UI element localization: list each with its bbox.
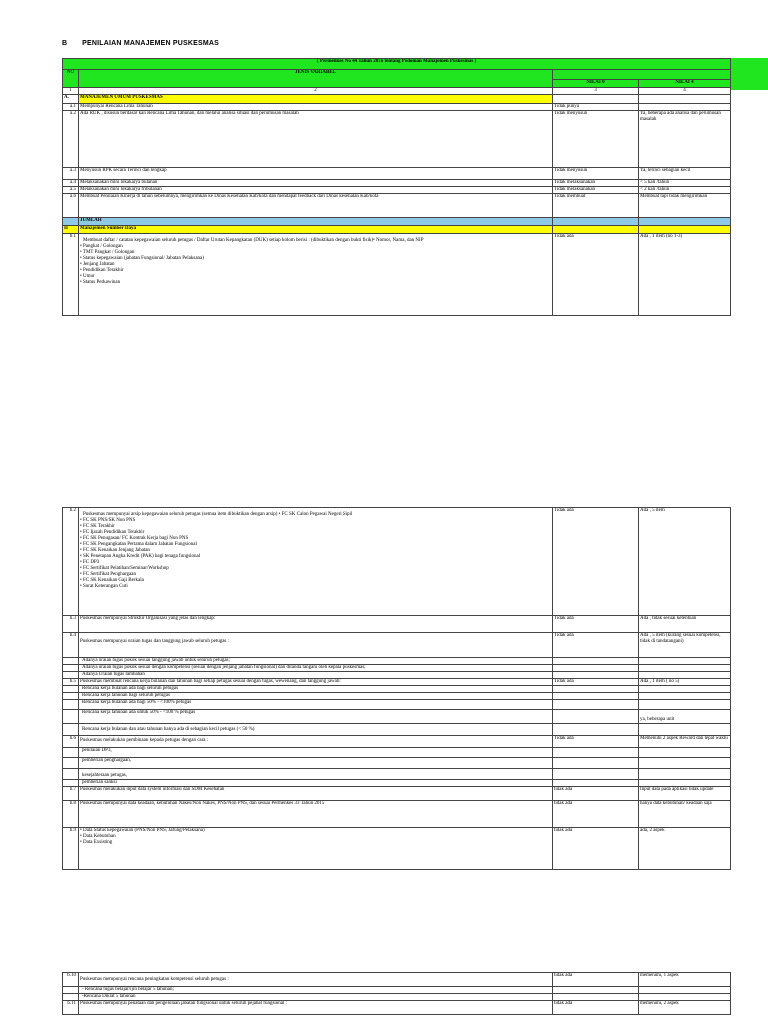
empty-cell: [639, 693, 731, 700]
empty-cell: [63, 693, 79, 700]
empty-cell: [639, 218, 731, 226]
row-nilai4: hanya data kebutuhan/ keadaan saja: [639, 801, 731, 828]
sub-row: [63, 780, 731, 787]
row-description: Membuat Penilaian Kinerja di tahun sebelumnya, mengirimkan ke Dinas Kesehatan Kab/kota dan mendapat feedback dari Dinas kesehatan Kab/kota: [79, 194, 553, 218]
table-row: [63, 679, 731, 686]
row-nilai0: Tidak ada: [553, 508, 639, 616]
row-nilai4: memenuhi, 1 aspek: [639, 973, 731, 987]
row-nilai0: Tidak ada: [553, 736, 639, 748]
empty-cell: [553, 693, 639, 700]
sub-row: [63, 994, 731, 1001]
row-number: b.6: [63, 736, 79, 748]
empty-cell: [553, 748, 639, 758]
list-item: • SK Penetapan Angka Kredit (PAK) bagi tenaga fungsional: [80, 554, 201, 559]
section-b-row: [63, 226, 731, 234]
row-description: Menyusun RPK secara Terinci dan lengkap: [79, 168, 553, 180]
section-heading: [62, 40, 219, 47]
sub-row: [63, 758, 731, 769]
list-item: • Data Kebutuhan: [80, 834, 116, 839]
empty-cell: [63, 686, 79, 693]
row-description: [79, 234, 553, 316]
row-nilai4: Ada , 5 item (kurang sesuai kompetensi, tidak di tandatangani): [639, 633, 731, 658]
sub-row: [63, 700, 731, 710]
row-nilai4: Ada , 1 item ( no 5): [639, 679, 731, 686]
row-nilai0: Tidak menyusun: [553, 111, 639, 168]
list-item: • TMT Pangkat / Golongan: [80, 250, 135, 255]
col-jenis-header: JENIS VARIABEL: [79, 70, 553, 88]
list-item: • FC SK Terakhir: [80, 524, 115, 529]
empty-cell: [553, 218, 639, 226]
row-description: Mempunyai Rencana Lima Tahunan: [79, 104, 553, 111]
row-nilai4: Memenuhi 2 aspek Reward dan tepat waktu: [639, 736, 731, 748]
table-row: [63, 801, 731, 828]
empty-cell: [639, 758, 731, 769]
b2-intro: Puskesmas mempunyai arsip kepegawaian seluruh petugas (semua item dibuktikan dengan arsip) • FC SK Calon Pegawai Negeri Sipil: [83, 512, 353, 517]
list-item: • Data Status kepegawaian (PNS/Non PNS, Jafung/Pelaksana): [80, 828, 205, 833]
row-nilai0: tidak ada: [553, 828, 639, 870]
section-title: PENILAIAN MANAJEMEN PUSKESMAS: [82, 40, 220, 47]
list-item: • FC SK Kenaikan Jenjang Jabatan: [80, 548, 150, 553]
empty-cell: [63, 780, 79, 787]
empty-cell: [553, 226, 639, 234]
index-row: [63, 88, 731, 95]
row-nilai0: Tidak menyusun: [553, 168, 639, 180]
assessment-table-page2: [62, 507, 731, 870]
sub-description: Adanya Uraian tugas tambahan: [79, 672, 553, 679]
b6-desc: Puskesmas melakukan pembinaan kepada petugas dengan cara :: [80, 738, 209, 743]
sub-row: [63, 987, 731, 994]
index-cell: 4: [639, 88, 731, 95]
assessment-table-page1: [62, 58, 731, 316]
table-row: [63, 973, 731, 987]
empty-cell: [639, 994, 731, 1001]
list-item: • Pendidikan Terakhir: [80, 268, 124, 273]
row-number: b.5: [63, 679, 79, 686]
jumlah-row: [63, 218, 731, 226]
row-description: [79, 973, 553, 987]
sub-row: [63, 724, 731, 736]
empty-cell: [553, 710, 639, 724]
table-row: [63, 508, 731, 616]
table-row: [63, 104, 731, 111]
empty-cell: [63, 758, 79, 769]
section-a-number: A.: [63, 95, 79, 104]
sub-description: Rencana kerja bulanan dan atau tahunan hanya ada di sebagian kecil petugas (< 50 %): [79, 724, 553, 736]
row-number: b.9: [63, 828, 79, 870]
empty-cell: [553, 987, 639, 994]
empty-cell: [63, 769, 79, 780]
row-nilai0: Tidak ada: [553, 679, 639, 686]
table-row: [63, 194, 731, 218]
empty-cell: [553, 665, 639, 672]
sub-description: Adanya uraian tugas pokok sesuai tanggung jawab untuk seluruh petugas;: [79, 658, 553, 665]
row-number: a.4: [63, 180, 79, 187]
col-nilai4-header: NILAI 4: [639, 80, 731, 88]
table-row: [63, 828, 731, 870]
empty-cell: [553, 700, 639, 710]
list-item: • FC Ijazah Pendidikan Terakhir: [80, 530, 145, 535]
row-description: [79, 736, 553, 748]
empty-cell: [639, 724, 731, 736]
empty-cell: [639, 658, 731, 665]
section-b-number: II: [63, 226, 79, 234]
section-a-row: [63, 95, 731, 104]
index-cell: 1: [63, 88, 79, 95]
row-nilai0: tidak ada: [553, 973, 639, 987]
table-row: [63, 180, 731, 187]
empty-cell: [639, 780, 731, 787]
sub-row: [63, 693, 731, 700]
empty-cell: [553, 658, 639, 665]
sub-description: Rencana kerja tahunan bagi seluruh petugas: [79, 693, 553, 700]
list-item: • FC Sertifikat Pelatihan/Seminar/Workshop: [80, 566, 169, 571]
list-item: • FC SK Penugasan/ FC Kontrak Kerja bagi Non PNS: [80, 536, 189, 541]
row-number: b.2: [63, 508, 79, 616]
list-item: • Data Exsisting: [80, 840, 113, 845]
sub-row: [63, 658, 731, 665]
section-a-title: MANAJEMEN UMUM PUSKESMAS: [79, 95, 553, 104]
sub-description: Rencana kerja bulanan ada bagi seluruh petugas: [79, 686, 553, 693]
row-description: Puskesmas mempunyai data keadaan, kebutuhan Nakes/Non Nakes, PNS/Non PNS, dan sesuai Permenkes 33 Tahun 2015: [79, 801, 553, 828]
regulation-banner: ( Permenkes No 44 Tahun 2016 tentang Pedoman Manajemen Puskesmas ): [63, 59, 731, 70]
empty-cell: [639, 748, 731, 758]
row-nilai4: Membuat tapi tidak mengirimkan: [639, 194, 731, 218]
row-nilai0: Tidak ada: [553, 234, 639, 316]
empty-cell: [639, 686, 731, 693]
jumlah-label: JUMLAH: [79, 218, 553, 226]
row-nilai4: Ya, terinci sebagian kecil: [639, 168, 731, 180]
row-number: b.10: [63, 973, 79, 987]
row-number: b.7: [63, 787, 79, 801]
row-nilai0: Tidak ada: [553, 633, 639, 658]
row-description: Puskesmas mempunyai Struktur Organisasi yang jelas dan lengkap:: [79, 616, 553, 633]
col-nilai0-header: NILAI 0: [553, 80, 639, 88]
row-nilai4: < 2 kali /tahun: [639, 187, 731, 194]
empty-cell: [639, 226, 731, 234]
list-item: • FC SK Kenaikan Gaji Berkala: [80, 578, 144, 583]
col-no-header: NO: [63, 70, 79, 88]
green-marker: [730, 58, 768, 90]
row-description: Puskesmas membuat rencana kerja bulanan dan tahunan bagi setiap petugas sesuai dengan tugas, wewenang, dan tanggung jawab:: [79, 679, 553, 686]
list-item: • Surat Keterangan Cuti: [80, 584, 128, 589]
row-nilai4: Ada , tidak sesuai ketentuan: [639, 616, 731, 633]
empty-cell: [63, 665, 79, 672]
empty-cell: [553, 758, 639, 769]
row-nilai0: Tidak melaksanakan: [553, 187, 639, 194]
empty-cell: [639, 665, 731, 672]
list-item: • FC SK PNS/SK Non PNS: [80, 518, 136, 523]
row-nilai0: Tidak membuat: [553, 194, 639, 218]
sub-description: penilaian DP3,: [79, 748, 553, 758]
empty-cell: [553, 780, 639, 787]
empty-cell: [63, 710, 79, 724]
table-row: [63, 168, 731, 180]
row-nilai4: [639, 104, 731, 111]
empty-cell: [639, 95, 731, 104]
row-description: [79, 828, 553, 870]
empty-cell: [63, 748, 79, 758]
empty-cell: [639, 769, 731, 780]
row-nilai0: tidak ada: [553, 787, 639, 801]
sub-description: Adanya uraian tugas pokok sesuai dengan kompetensi (sesuai dengan jenjang jabatan fungsional) dan ditanda tangani oleh kepala puskesmas;: [79, 665, 553, 672]
table-row: [63, 111, 731, 168]
list-item: • FC Sertifikat Penghargaan: [80, 572, 136, 577]
row-number: b.4: [63, 633, 79, 658]
row-nilai0: Tidak punya: [553, 104, 639, 111]
row-description: Puskesmas melakukan input data system informasi dan SDM Kesehatan: [79, 787, 553, 801]
row-description: Melaksanakan mini lokakarya bulanan: [79, 180, 553, 187]
empty-cell: [553, 95, 639, 104]
index-cell: 3: [553, 88, 639, 95]
empty-cell: [63, 994, 79, 1001]
empty-cell: [63, 218, 79, 226]
row-nilai0: tidak ada: [553, 1001, 639, 1015]
table-row: [63, 787, 731, 801]
section-b-title: Manajemen Sumber Daya: [79, 226, 553, 234]
list-item: • Status Perkawinan: [80, 280, 121, 285]
list-item: • Jenjang Jabatan: [80, 262, 115, 267]
row-description: Ada RUK , disusun berdasar kan Rencana Lima Tahunan, dan melalui analisa situasi dan perumusan masalah: [79, 111, 553, 168]
empty-cell: [63, 700, 79, 710]
list-item: • Status kepegawaian (jabatan Fungsional/ Jabatan Pelaksana): [80, 256, 204, 261]
row-number: b.8: [63, 801, 79, 828]
b10-desc: Puskesmas mempunyai rencana peningkatan kompetensi seluruh petugas :: [80, 977, 229, 982]
sub-description: Rencana kerja bulanan ada bagi 50% - <100% petugas: [79, 700, 553, 710]
row-nilai4: memenuhi, 2 aspek: [639, 1001, 731, 1015]
row-nilai4: Ada , 5 item: [639, 508, 731, 616]
sub-description: - Rencana tugas belajar/ijin belajar 5 tahunan;: [79, 987, 553, 994]
section-letter: B: [62, 40, 68, 47]
table-row: [63, 187, 731, 194]
row-number: a.2: [63, 111, 79, 168]
banner-row: [63, 59, 731, 70]
sub-description: Rencana kerja tahunan ada untuk 50% - <100 % petugas: [79, 710, 553, 724]
row-nilai0: Tidak ada: [553, 616, 639, 633]
index-cell: 2: [79, 88, 553, 95]
row-number: b.3: [63, 616, 79, 633]
empty-cell: [553, 724, 639, 736]
empty-cell: [553, 672, 639, 679]
empty-cell: [639, 987, 731, 994]
row-nilai4: Ada , 1 item (no 1-3): [639, 234, 731, 316]
row-number: a.1: [63, 104, 79, 111]
row-description: [79, 508, 553, 616]
sub-row: [63, 672, 731, 679]
b1-intro: Membuat daftar / catatan kepegawaian seluruh petugas / Daftar Urutan Kepangkatan (DUK) setiap kolom berisi : (dibuktikan dengan bukti fisik)• Nomor, Nama, dan NIP: [83, 238, 424, 243]
sub-description: pemberian sanksi: [79, 780, 553, 787]
assessment-table-page3: [62, 972, 731, 1015]
row-description: Melaksanakan mini lokakarya tribulanan: [79, 187, 553, 194]
sub-row: [63, 710, 731, 724]
sub-row: [63, 665, 731, 672]
empty-cell: [63, 658, 79, 665]
sub-nilai4: ya, beberapa unit: [639, 710, 731, 724]
row-number: a.5: [63, 187, 79, 194]
row-nilai4: Ya, beberapa ada analisa dan perumusan masalah: [639, 111, 731, 168]
row-nilai4: Input data pada aplikasi tidak update: [639, 787, 731, 801]
sub-row: [63, 769, 731, 780]
header-row-1: [63, 70, 731, 80]
empty-cell: [639, 672, 731, 679]
sub-description: -Rencana Diklat 5 tahunan: [79, 994, 553, 1001]
sub-row: [63, 748, 731, 758]
table-row: [63, 616, 731, 633]
row-description: Puskesmas mempunyai penataan dan pengelolaan jabatan fungsional untuk seluruh pejabat fungsional :: [79, 1001, 553, 1015]
list-item: • FC SK Pengangkatan Pertama dalam Jabatan Fungsional: [80, 542, 197, 547]
sub-row: [63, 686, 731, 693]
row-number: a.6: [63, 194, 79, 218]
table-row: [63, 1001, 731, 1015]
row-nilai4: ada, 2 aspek: [639, 828, 731, 870]
empty-cell: [639, 700, 731, 710]
row-nilai0: tidak ada: [553, 801, 639, 828]
empty-cell: [553, 994, 639, 1001]
sub-description: kesejahteraan petugas,: [79, 769, 553, 780]
list-item: • FC DP3: [80, 560, 100, 565]
table-row: [63, 736, 731, 748]
list-item: • Pangkat / Golongan: [80, 244, 123, 249]
empty-cell: [553, 686, 639, 693]
list-item: • Umur: [80, 274, 95, 279]
empty-cell: [63, 987, 79, 994]
empty-cell: [63, 672, 79, 679]
table-row: [63, 633, 731, 658]
row-number: b.1: [63, 234, 79, 316]
row-nilai0: Tidak melaksanakan: [553, 180, 639, 187]
row-nilai4: < 5 kali /tahun: [639, 180, 731, 187]
row-description: [79, 633, 553, 658]
table-row: [63, 234, 731, 316]
empty-cell: [553, 769, 639, 780]
empty-cell: [63, 724, 79, 736]
row-number: a.3: [63, 168, 79, 180]
sk-header-cell: [553, 70, 731, 80]
sub-description: pemberian penghargaan,: [79, 758, 553, 769]
row-number: b.11: [63, 1001, 79, 1015]
b4-desc: Puskesmas mempunyai uraian tugas dan tanggung jawab seluruh petugas :: [80, 639, 229, 644]
